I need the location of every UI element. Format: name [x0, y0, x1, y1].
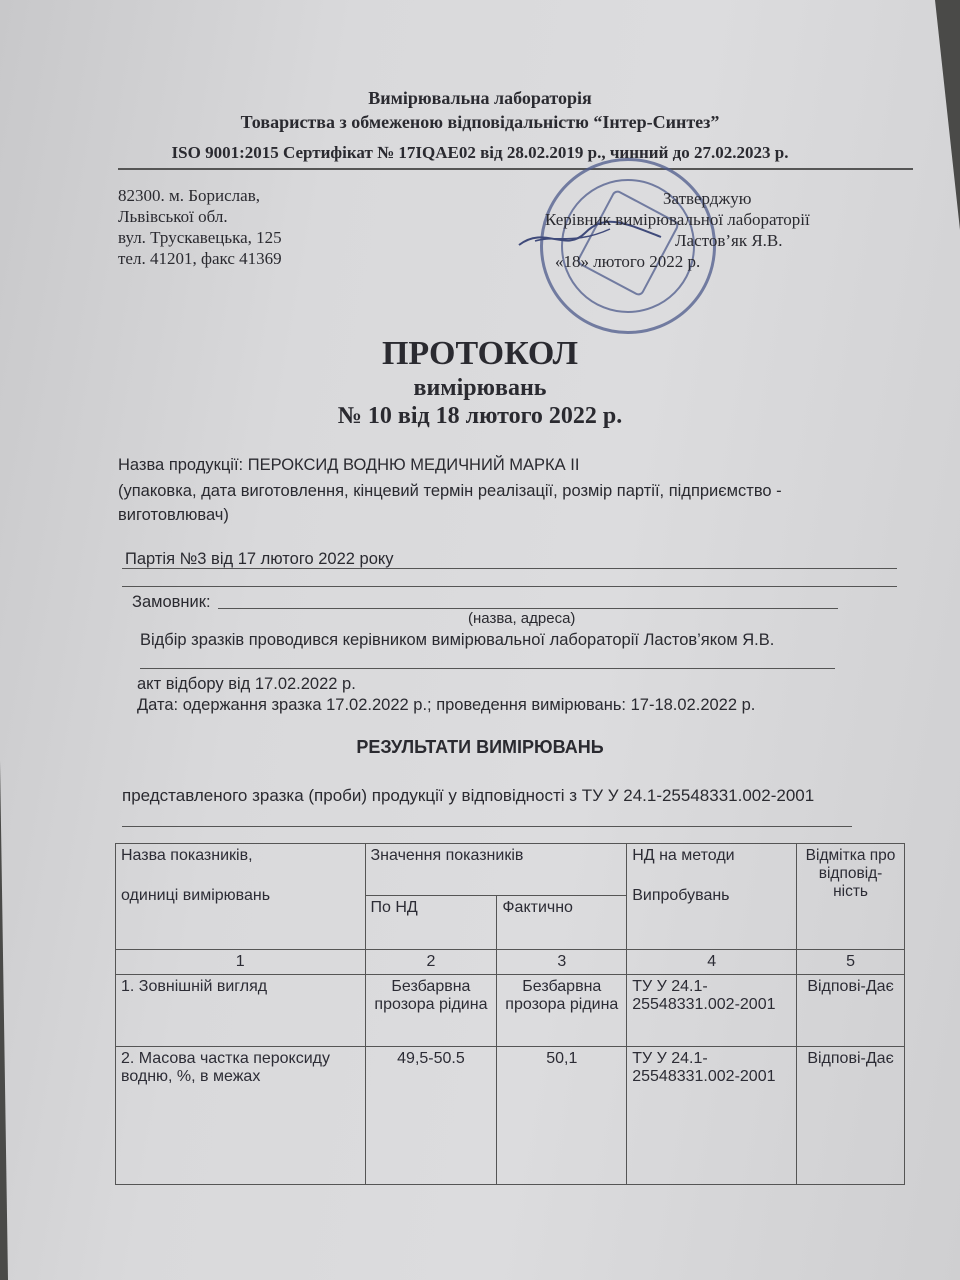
column-number: 5	[797, 950, 905, 975]
product-note: (упаковка, дата виготовлення, кінцевий термін реалізації, розмір партії, підприємство -	[118, 482, 782, 500]
results-subheading: представленого зразка (проби) продукції у відповідності з ТУ У 24.1-25548331.002-2001	[122, 786, 815, 805]
customer-label: Замовник:	[132, 593, 211, 611]
header-values: Значення показників	[365, 844, 627, 896]
measurement-dates: Дата: одержання зразка 17.02.2022 р.; проведення вимірювань: 17-18.02.2022 р.	[137, 696, 756, 714]
iso-certificate: ISO 9001:2015 Сертифікат № 17IQAE02 від 28.02.2019 р., чинний до 27.02.2023 р.	[171, 143, 789, 162]
company-title: Товариства з обмеженою відповідальністю “Інтер-Синтез”	[240, 112, 720, 132]
indicator-name: 1. Зовнішній вигляд	[116, 975, 366, 1047]
product-note-cont: виготовлювач)	[118, 506, 229, 524]
table-row	[116, 1047, 905, 1185]
sampling-line	[140, 668, 835, 669]
nd-value: 49,5-50.5	[365, 1047, 497, 1185]
approval-date: «18» лютого 2022 р.	[555, 252, 701, 271]
results-table	[115, 843, 905, 1185]
customer-hint: (назва, адреса)	[468, 610, 576, 627]
nd-value: Безбарвна прозора рідина	[365, 975, 497, 1047]
column-number: 2	[365, 950, 497, 975]
approval-line: Затверджую	[663, 189, 752, 208]
test-method: ТУ У 24.1-25548331.002-2001	[627, 1047, 797, 1185]
indicator-name: 2. Масова частка пероксиду водню, %, в межах	[116, 1047, 366, 1185]
test-method: ТУ У 24.1-25548331.002-2001	[627, 975, 797, 1047]
column-number: 3	[497, 950, 627, 975]
header-method: НД на методи Випробувань	[627, 844, 797, 950]
address-line: Львівської обл.	[118, 207, 228, 226]
approval-line: Керівник вимірювальної лабораторії	[545, 210, 810, 229]
header-indicator: Назва показників, одиниці вимірювань	[116, 844, 366, 950]
document-number: № 10 від 18 лютого 2022 р.	[337, 403, 623, 429]
sampling-act: акт відбору від 17.02.2022 р.	[137, 675, 356, 693]
actual-value: 50,1	[497, 1047, 627, 1185]
address-block	[118, 185, 282, 269]
product-name: Назва продукції: ПЕРОКСИД ВОДНЮ МЕДИЧНИЙ МАРКА II	[118, 456, 580, 474]
actual-value: Безбарвна прозора рідина	[497, 975, 627, 1047]
conformity-mark: Відпові-Дає	[797, 975, 905, 1047]
address-line: 82300. м. Борислав,	[118, 186, 260, 205]
lab-title: Вимірювальна лабораторія	[368, 88, 592, 108]
approval-block	[545, 188, 810, 272]
column-number: 4	[627, 950, 797, 975]
header-actual: Фактично	[497, 896, 627, 950]
column-number: 1	[116, 950, 366, 975]
header-conformity: Відмітка про відповід-ність	[797, 844, 905, 950]
document-subtitle: вимірювань	[413, 375, 547, 401]
conformity-mark: Відпові-Дає	[797, 1047, 905, 1185]
sampling-info: Відбір зразків проводився керівником вимірювальної лабораторії Ластов’яком Я.В.	[140, 631, 775, 649]
address-line: вул. Трускавецька, 125	[118, 228, 282, 247]
header-nd: По НД	[365, 896, 497, 950]
batch-info: Партія №3 від 17 лютого 2022 року	[125, 550, 394, 568]
header-divider	[118, 168, 913, 170]
blank-line	[122, 586, 897, 587]
table-row	[116, 975, 905, 1047]
address-line: тел. 41201, факс 41369	[118, 249, 282, 268]
subheading-line	[122, 826, 852, 827]
approval-name: Ластов’як Я.В.	[675, 231, 783, 250]
results-heading: РЕЗУЛЬТАТИ ВИМІРЮВАНЬ	[356, 737, 604, 757]
customer-line	[218, 608, 838, 609]
batch-underline	[122, 568, 897, 569]
document-title: ПРОТОКОЛ	[381, 335, 579, 372]
